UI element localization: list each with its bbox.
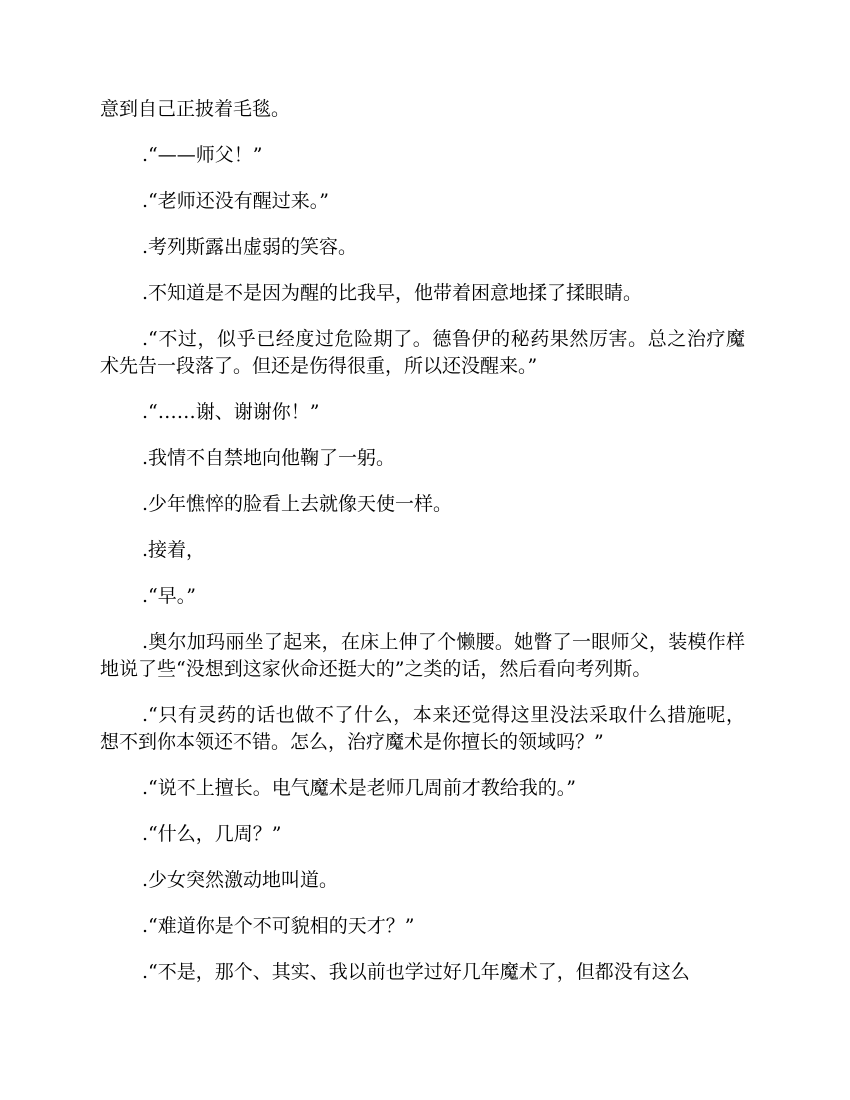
paragraph: .奥尔加玛丽坐了起来，在床上伸了个懒腰。她瞥了一眼师父，装模作样地说了些“没想到这家伙命还挺大的”之类的话，然后看向考列斯。	[100, 631, 745, 680]
paragraph: 意到自己正披着毛毯。	[100, 98, 291, 120]
paragraph: .“不是，那个、其实、我以前也学过好几年魔术了，但都没有这么	[142, 961, 690, 983]
document-page	[100, 96, 745, 1005]
paragraph: .少年憔悴的脸看上去就像天使一样。	[142, 493, 453, 515]
paragraph: .接着，	[142, 539, 206, 561]
paragraph: .“早。”	[142, 585, 196, 607]
paragraph: .考列斯露出虚弱的笑容。	[142, 236, 358, 258]
paragraph: .“……谢、谢谢你！”	[142, 401, 320, 423]
paragraph: .不知道是不是因为醒的比我早，他带着困意地揉了揉眼睛。	[142, 282, 643, 304]
paragraph: .“说不上擅长。电气魔术是老师几周前才教给我的。”	[142, 777, 576, 799]
paragraph: .少女突然激动地叫道。	[142, 869, 339, 891]
paragraph: .“难道你是个不可貌相的天才？”	[142, 915, 415, 937]
paragraph: .“不过，似乎已经度过危险期了。德鲁伊的秘药果然厉害。总之治疗魔术先告一段落了。但还是伤得很重，所以还没醒来。”	[100, 328, 745, 377]
paragraph: .“——师父！”	[142, 144, 263, 166]
paragraph: .“老师还没有醒过来。”	[142, 190, 329, 212]
paragraph: .“什么，几周？”	[142, 823, 282, 845]
paragraph: .我情不自禁地向他鞠了一躬。	[142, 447, 396, 469]
paragraph: .“只有灵药的话也做不了什么，本来还觉得这里没法采取什么措施呢，想不到你本领还不错。怎么，治疗魔术是你擅长的领域吗？”	[100, 704, 745, 753]
